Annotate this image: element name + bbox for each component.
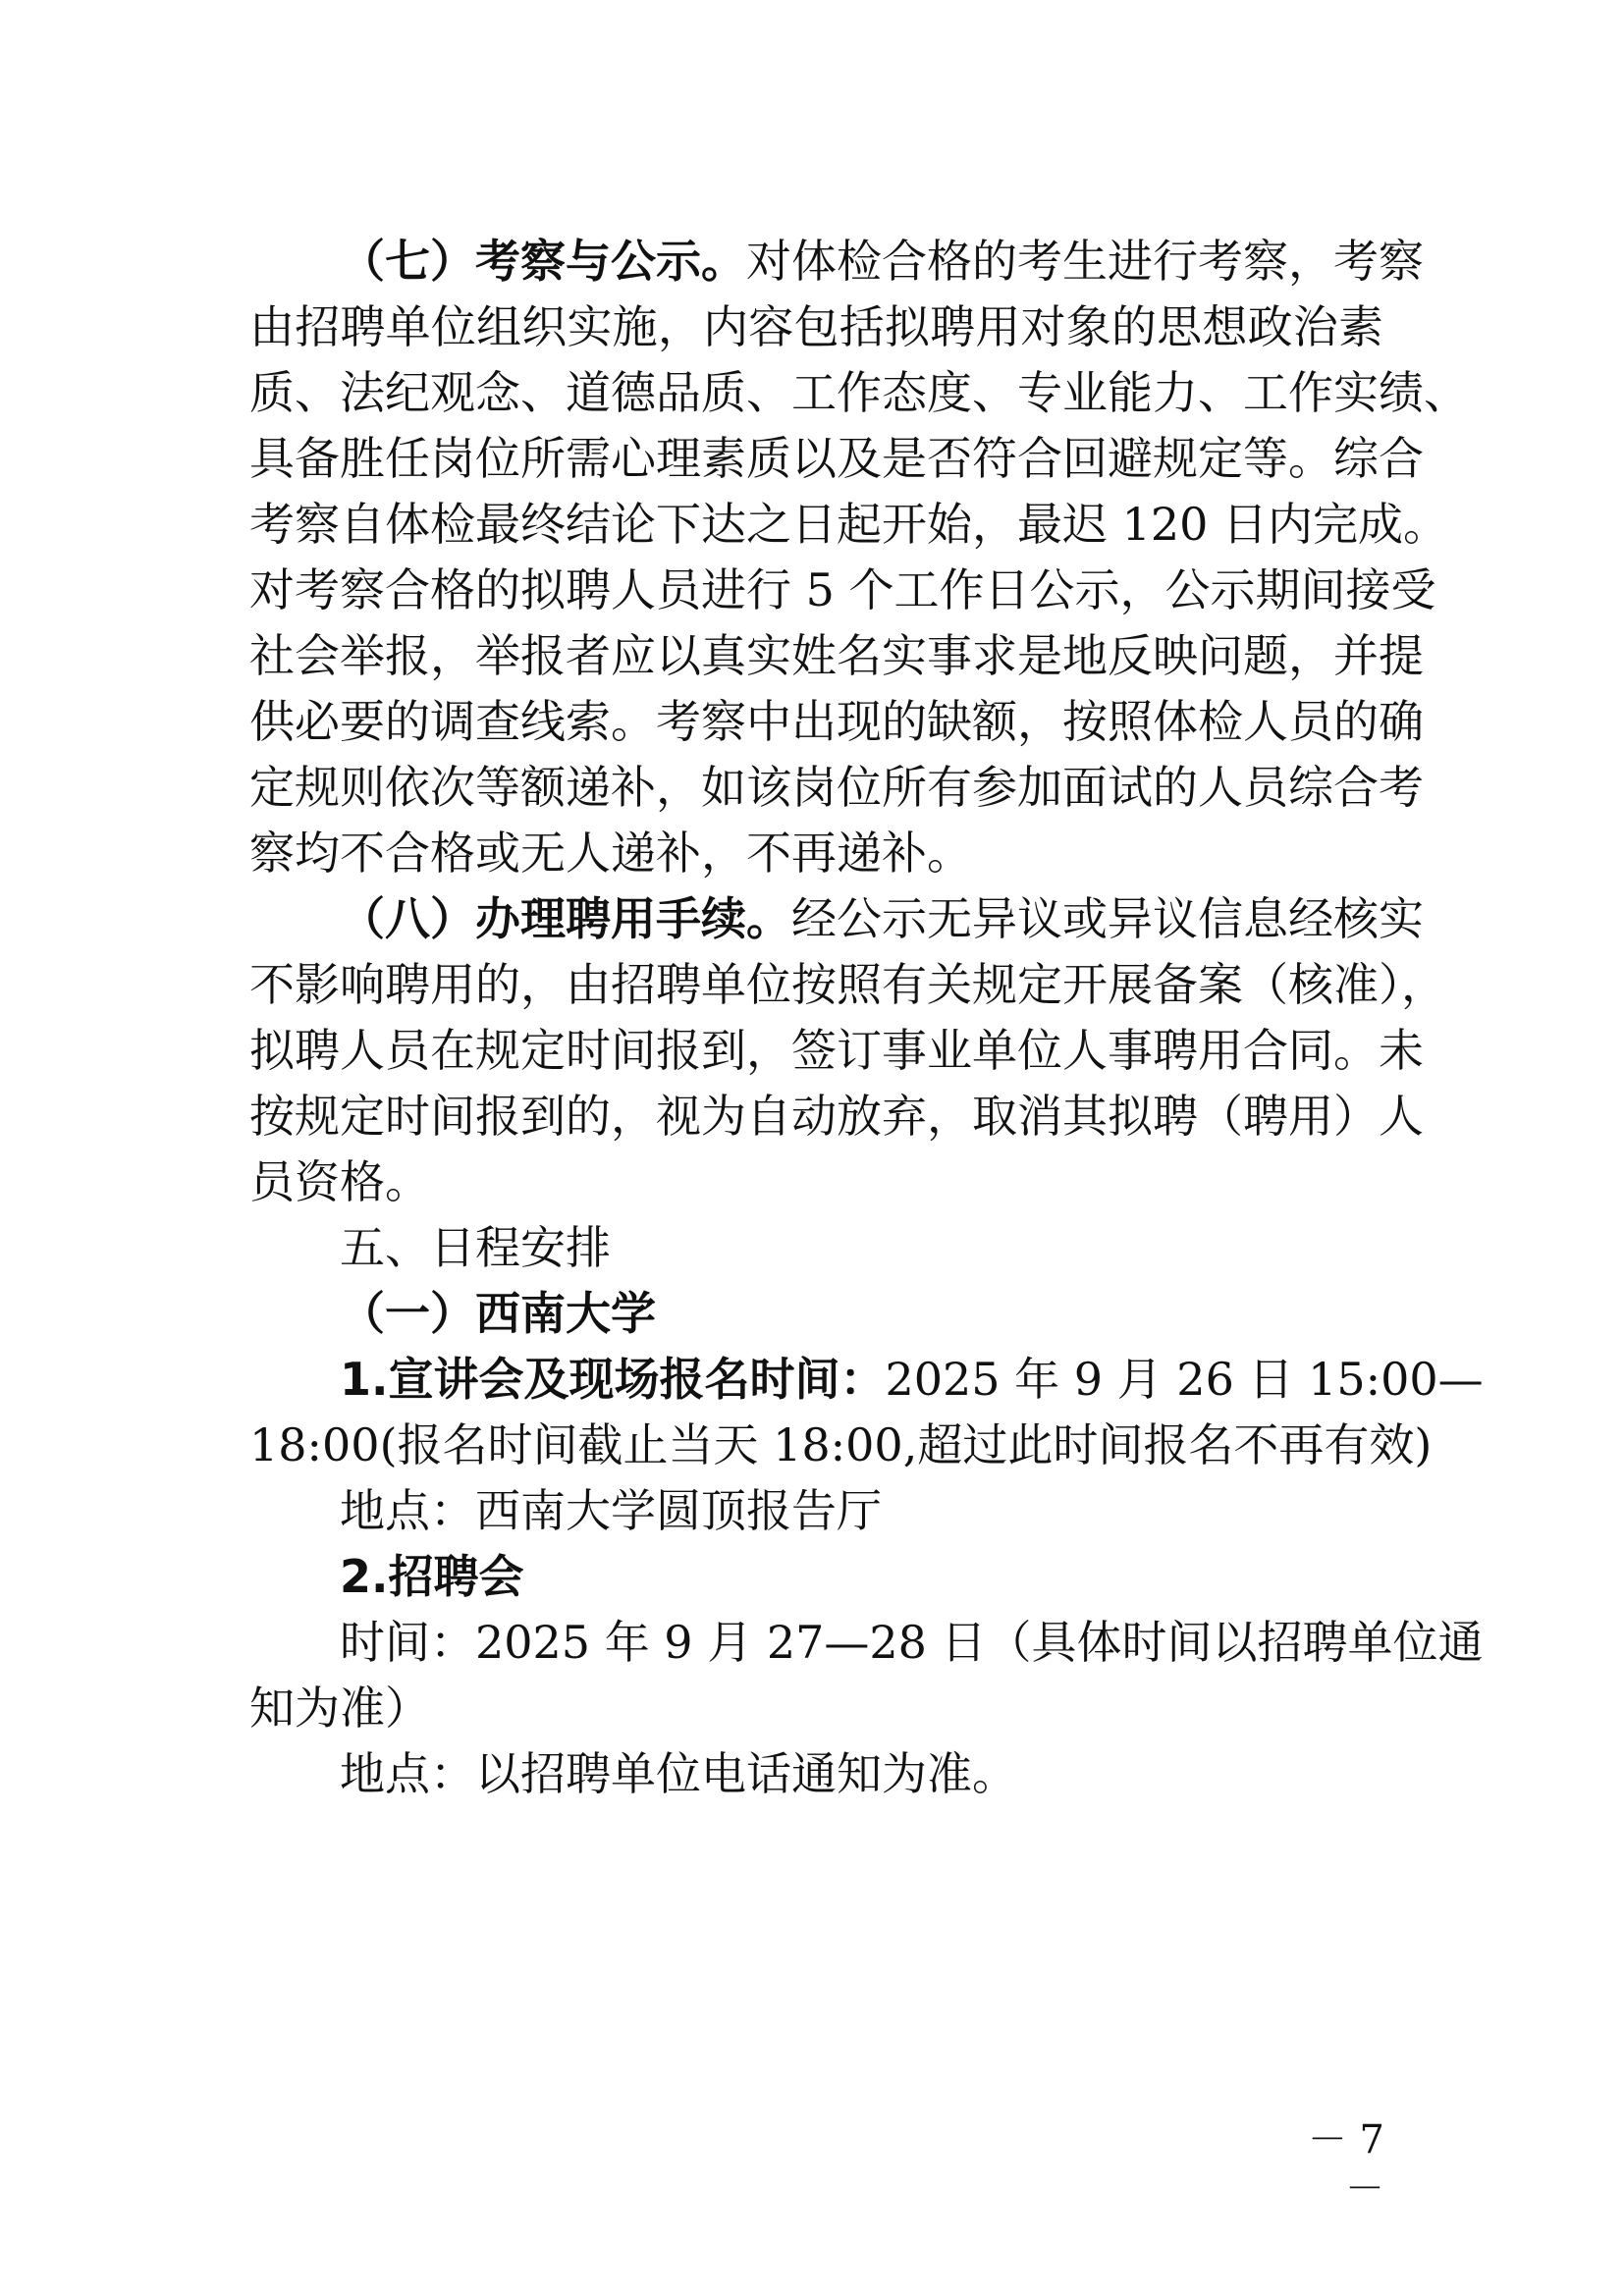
section7-line5: 考察自体检最终结论下达之日起开始，最迟 120 日内完成。 [249, 498, 1449, 551]
section7-line9: 定规则依次等额递补，如该岗位所有参加面试的人员综合考 [249, 761, 1424, 814]
section7-line7: 社会举报，举报者应以真实姓名实事求是地反映问题，并提 [249, 629, 1424, 682]
section8-line1 [340, 883, 1424, 954]
section7-line4: 具备胜任岗位所需心理素质以及是否符合回避规定等。综合 [249, 432, 1424, 485]
schedule-item2-time: 时间：2025 年 9 月 27—28 日（具体时间以招聘单位通 [340, 1616, 1484, 1669]
section7-line1-text: 对体检合格的考生进行考察，考察 [746, 235, 1424, 288]
schedule-item1-line1 [340, 1344, 1484, 1415]
section7-heading: （七）考察与公示。 [340, 235, 746, 288]
section7-line2: 由招聘单位组织实施，内容包括拟聘用对象的思想政治素 [249, 300, 1383, 353]
schedule-item1-label: 1.宣讲会及现场报名时间： [340, 1353, 886, 1406]
section7-line6: 对考察合格的拟聘人员进行 5 个工作日公示，公示期间接受 [249, 563, 1436, 616]
schedule-item2-label: 2.招聘会 [340, 1550, 524, 1603]
schedule-sub1-heading: （一）西南大学 [340, 1287, 656, 1340]
section8-line2: 不影响聘用的，由招聘单位按照有关规定开展备案（核准）， [249, 958, 1446, 1011]
section7-line3: 质、法纪观念、道德品质、工作态度、专业能力、工作实绩、 [249, 366, 1469, 419]
section8-line4: 按规定时间报到的，视为自动放弃，取消其拟聘（聘用）人 [249, 1090, 1424, 1143]
schedule-item1-location: 地点：西南大学圆顶报告厅 [340, 1484, 882, 1537]
schedule-item2-location: 地点：以招聘单位电话通知为准。 [340, 1747, 1017, 1800]
section8-heading: （八）办理聘用手续。 [340, 892, 791, 945]
section8-line1-text: 经公示无异议或异议信息经核实 [791, 892, 1424, 945]
section7-line10: 察均不合格或无人递补，不再递补。 [249, 827, 972, 880]
page-number: － 7 － [1307, 2117, 1384, 2212]
schedule-item1-line2: 18:00(报名时间截止当天 18:00,超过此时间报名不再有效) [249, 1418, 1433, 1471]
section8-line5: 员资格。 [249, 1155, 430, 1208]
section8-line3: 拟聘人员在规定时间报到，签订事业单位人事聘用合同。未 [249, 1024, 1424, 1077]
schedule-heading: 五、日程安排 [340, 1221, 611, 1274]
schedule-item1-time: 2025 年 9 月 26 日 15:00— [885, 1353, 1484, 1406]
section7-line1 [340, 226, 1424, 296]
section7-line8: 供必要的调查线索。考察中出现的缺额，按照体检人员的确 [249, 695, 1424, 748]
schedule-item2-time-line2: 知为准） [249, 1682, 430, 1735]
